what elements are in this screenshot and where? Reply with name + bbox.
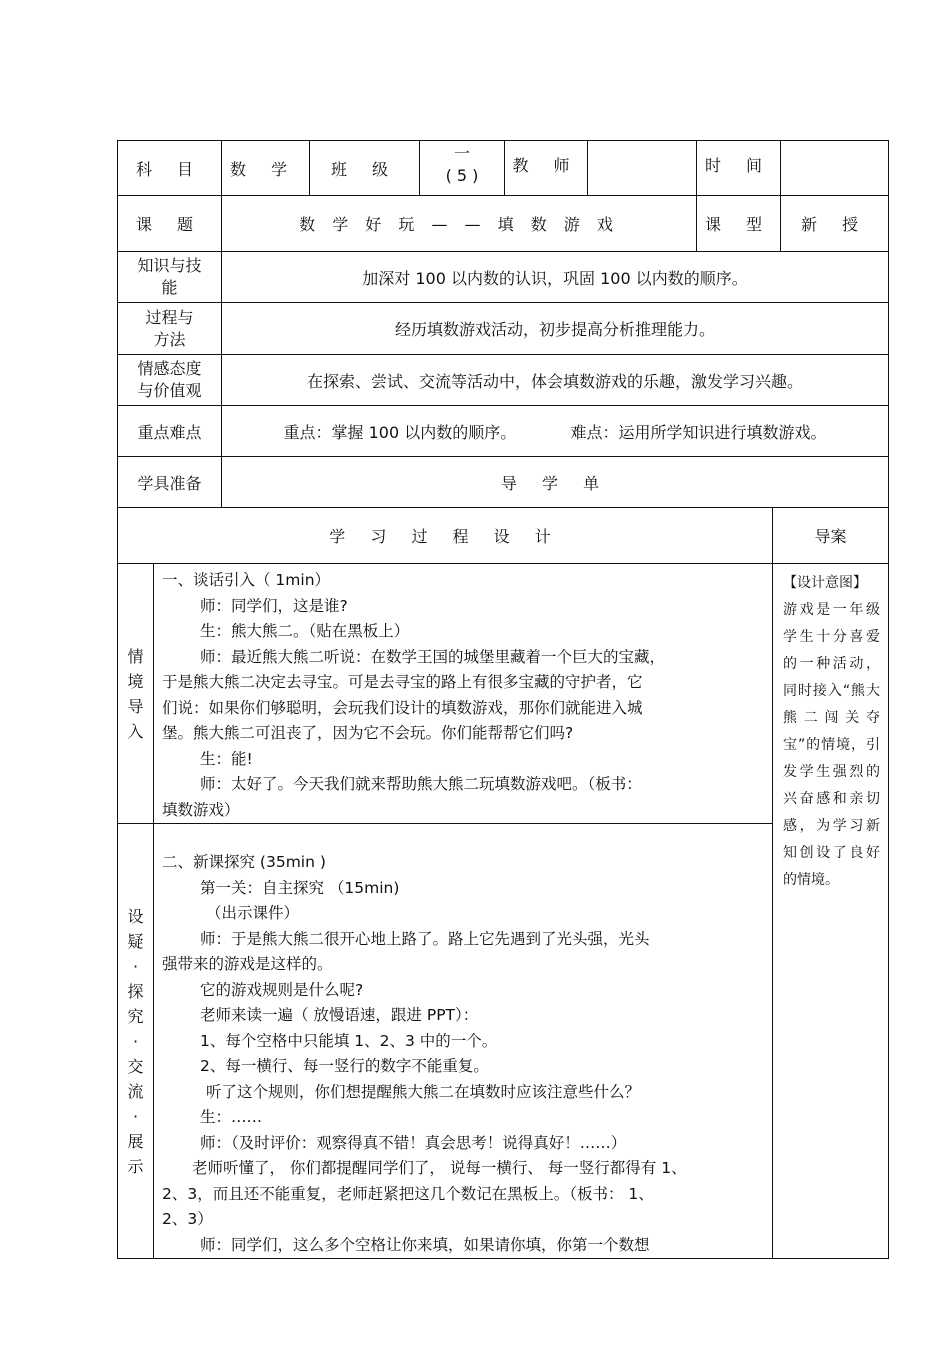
class-value-grade: 一	[453, 144, 470, 163]
dialogue-line: 听了这个规则，你们想提醒熊大熊二在填数时应该注意些什么？	[206, 1082, 641, 1101]
section-intro-side-label	[118, 564, 154, 824]
dialogue-line: 师：（及时评价：观察得真不错！真会思考！说得真好！……）	[200, 1133, 627, 1152]
objective-label-line: 方法	[153, 329, 186, 349]
key-points-row	[118, 406, 889, 457]
objective-label-line: 与价值观	[137, 381, 202, 400]
dialogue-line: 2、3）	[162, 1210, 213, 1228]
dialogue-line: 第一关：自主探究 （15min)	[200, 878, 400, 897]
dialogue-line: 它的游戏规则是什么呢?	[200, 980, 364, 999]
rule-item: 1、每个空格中只能填 1、2、3 中的一个。	[200, 1031, 498, 1050]
difficult-point-text: 难点：运用所学知识进行填数游戏。	[570, 422, 827, 442]
class-label: 班 级	[310, 141, 420, 196]
guide-title: 导案	[773, 508, 889, 564]
objective-label-line: 过程与	[145, 307, 194, 327]
dialogue-line: 师：同学们，这么多个空格让你来填，如果请你填，你第一个数想	[200, 1235, 650, 1254]
design-intent-heading: 【设计意图】	[783, 575, 867, 591]
topic-label: 课 题	[118, 196, 222, 252]
dialogue-line: 师：于是熊大熊二很开心地上路了。路上它先遇到了光头强，光头	[200, 929, 650, 948]
dialogue-line: 2、3，而且还不能重复，老师赶紧把这几个数记在黑板上。（板书： 1、	[162, 1184, 654, 1203]
dialogue-line: 生：……	[200, 1108, 263, 1126]
lesson-type-label: 课 型	[697, 196, 781, 252]
key-point-text: 重点：掌握 100 以内数的顺序。	[283, 422, 517, 442]
subject-label: 科 目	[118, 141, 222, 196]
dialogue-line: 们说：如果你们够聪明，会玩我们设计的填数游戏，那你们就能进入城	[162, 698, 643, 717]
section-heading: 二、新课探究 (35min )	[162, 853, 326, 871]
learning-process-table	[117, 507, 889, 1259]
dialogue-line: （出示课件）	[206, 904, 300, 922]
class-value	[420, 141, 505, 196]
time-value	[781, 141, 889, 196]
side-char: 设	[127, 907, 144, 926]
side-char: 展	[127, 1132, 144, 1151]
subject-value: 数 学	[222, 141, 310, 196]
key-points-cell	[222, 406, 889, 457]
dialogue-line: 师：太好了。今天我们就来帮助熊大熊二玩填数游戏吧。（板书：	[200, 775, 642, 793]
topic-row	[118, 196, 889, 252]
side-char: 情	[127, 646, 144, 666]
section-intro-content	[154, 564, 773, 824]
objective-text: 加深对 100 以内数的认识，巩固 100 以内数的顺序。	[222, 252, 889, 303]
objective-row	[118, 303, 889, 355]
dialogue-line: 老师听懂了， 你们都提醒同学们了， 说每一横行、 每一竖行都得有 1、	[192, 1159, 687, 1177]
design-intent-text: 游戏是一年级学生十分喜爱的一种活动，同时接入“熊大熊二闯关夺宝”的情境，引发学生强烈的兴奋感和亲切感，为学习新知创设了良好的情境。	[783, 602, 880, 888]
side-char: 疑	[127, 932, 144, 951]
side-char: 探	[127, 982, 144, 1001]
teacher-label: 教 师	[505, 141, 588, 196]
materials-row	[118, 457, 889, 508]
materials-value: 导 学 单	[222, 457, 889, 508]
section-explore-side-label	[118, 824, 154, 1259]
objective-text: 经历填数游戏活动，初步提高分析推理能力。	[222, 303, 889, 355]
lesson-type-value: 新 授	[781, 196, 889, 252]
dialogue-line: 强带来的游戏是这样的。	[162, 955, 333, 973]
side-char: 交	[127, 1057, 144, 1076]
objective-label	[118, 355, 222, 406]
side-char: 示	[127, 1157, 144, 1176]
dialogue-line: 师：同学们，这是谁?	[200, 596, 348, 615]
time-label: 时 间	[697, 141, 781, 196]
objective-label-line: 知识与技	[137, 256, 202, 275]
dialogue-line: 堡。熊大熊二可沮丧了，因为它不会玩。你们能帮帮它们吗?	[162, 724, 574, 742]
side-char: 究	[127, 1007, 144, 1026]
section-explore-content	[154, 824, 773, 1259]
dialogue-line: 填数游戏）	[162, 800, 240, 819]
lesson-info-table	[117, 140, 889, 508]
objective-label	[118, 303, 222, 355]
topic-value: 数 学 好 玩 — — 填 数 游 戏	[222, 196, 697, 252]
objective-row	[118, 252, 889, 303]
materials-label: 学具准备	[118, 457, 222, 508]
objective-text: 在探索、尝试、交流等活动中，体会填数游戏的乐趣，激发学习兴趣。	[222, 355, 889, 406]
rule-item: 2、每一横行、每一竖行的数字不能重复。	[200, 1057, 489, 1075]
dialogue-line: 生：能!	[200, 749, 253, 768]
side-char: 境	[127, 671, 144, 691]
dialogue-line: 师：最近熊大熊二听说：在数学王国的城堡里藏着一个巨大的宝藏，	[200, 647, 666, 666]
header-row	[118, 141, 889, 196]
objective-label-line: 能	[161, 278, 178, 297]
objective-label-line: 情感态度	[137, 359, 202, 378]
side-char: ·	[132, 1032, 139, 1051]
section-heading: 一、谈话引入（ 1min）	[162, 571, 331, 589]
design-intent-cell	[773, 564, 889, 1259]
process-header-row	[118, 508, 889, 564]
side-char: 导	[127, 696, 144, 716]
dialogue-line: 生：熊大熊二。（贴在黑板上）	[200, 622, 410, 640]
side-char: ·	[132, 957, 139, 976]
dialogue-line: 于是熊大熊二决定去寻宝。可是去寻宝的路上有很多宝藏的守护者，它	[162, 673, 643, 691]
process-title: 学 习 过 程 设 计	[118, 508, 773, 564]
objective-row	[118, 355, 889, 406]
key-points-label: 重点难点	[118, 406, 222, 457]
class-value-number: ( 5 )	[445, 166, 479, 185]
side-char: 流	[127, 1082, 144, 1101]
section-intro-row	[118, 564, 889, 824]
side-char: 入	[127, 721, 144, 741]
side-char: ·	[132, 1107, 139, 1126]
teacher-value	[588, 141, 697, 196]
dialogue-line: 老师来读一遍（ 放慢语速，跟进 PPT）：	[200, 1006, 479, 1024]
objective-label	[118, 252, 222, 303]
